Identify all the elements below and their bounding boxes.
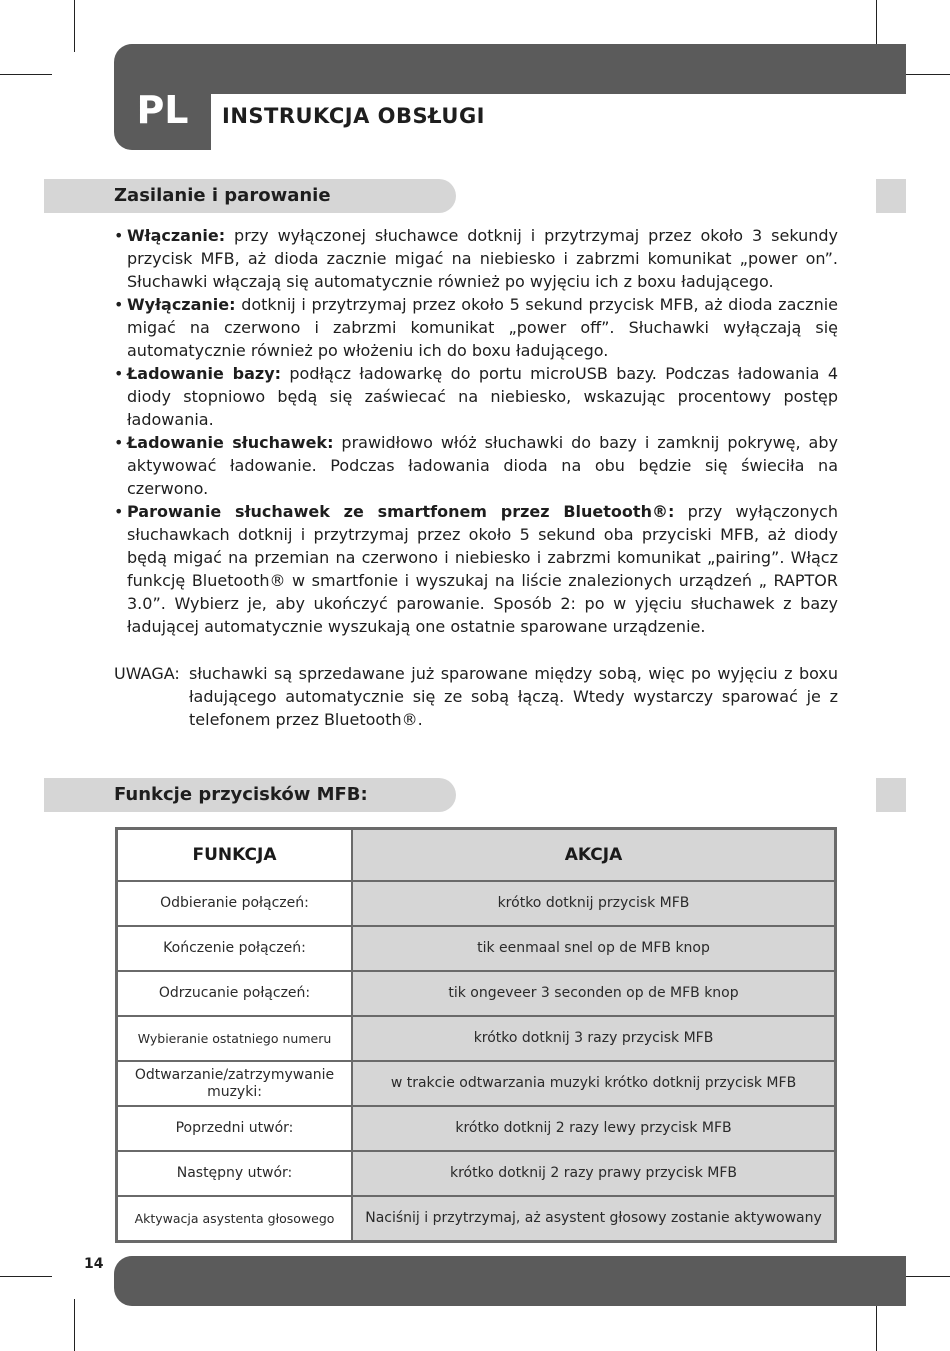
list-item xyxy=(114,224,838,293)
page-number: 14 xyxy=(84,1256,104,1272)
section-heading-label: Funkcje przycisków MFB: xyxy=(114,784,368,805)
instruction-list xyxy=(114,224,838,638)
header-bar xyxy=(114,44,906,94)
action-cell: krótko dotknij 2 razy lewy przycisk MFB xyxy=(352,1106,836,1151)
function-cell: Następny utwór: xyxy=(117,1151,353,1196)
function-cell: Odbieranie połączeń: xyxy=(117,881,353,926)
side-tab xyxy=(876,179,906,213)
bullet-label: Włączanie: xyxy=(127,226,226,245)
column-header-function: FUNKCJA xyxy=(117,829,353,882)
table-row xyxy=(117,1151,836,1196)
function-cell: Odtwarzanie/zatrzymywanie muzyki: xyxy=(117,1061,353,1106)
side-tab xyxy=(876,778,906,812)
function-cell: Kończenie połączeń: xyxy=(117,926,353,971)
table-row xyxy=(117,881,836,926)
bullet-text: przy wyłączonych słuchawkach dotknij i przytrzymaj przez około 5 sekund oba przyciski MFB, aż diody będą migać na przemian na czerwono i niebiesko i zabrzmi komunikat „pairing”. Włącz funkcję Bluetooth® w smartfonie i wyszukaj na liście znalezionych urządzeń „ RAPTOR 3.0”. Wybierz je, aby ukończyć parowanie. Sposób 2: po w yjęciu słuchawek z bazy ładującej automatycznie wyszukają one ostatnie sparowane urządzenie. xyxy=(127,502,838,636)
table-row xyxy=(117,1016,836,1061)
list-item xyxy=(114,362,838,431)
crop-mark xyxy=(0,1276,52,1277)
bullet-text: prawidłowo włóż słuchawki do bazy i zamknij pokrywę, aby aktywować ładowanie. Podczas ładowania dioda na obu będzie się świeciła na czerwono. xyxy=(127,433,838,498)
note-text: słuchawki są sprzedawane już sparowane między sobą, więc po wyjęciu z boxu ładującego automatycznie się ze sobą łączą. Wtedy wystarczy sparować je z telefonem przez Bluetooth®. xyxy=(189,664,838,729)
section-heading-power-pairing xyxy=(44,179,456,213)
table-row xyxy=(117,971,836,1016)
bullet-text: przy wyłączonej słuchawce dotknij i przytrzymaj przez około 3 sekundy przycisk MFB, aż dioda zacznie migać na niebiesko i zabrzmi komunikat „power on”. Słuchawki włączają się automatycznie również po wyjęciu ich z boxu ładującego. xyxy=(127,226,838,291)
function-cell: Aktywacja asystenta głosowego xyxy=(117,1196,353,1242)
section-heading-mfb-functions xyxy=(44,778,456,812)
list-item xyxy=(114,500,838,638)
bullet-text: podłącz ładowarkę do portu microUSB bazy. Podczas ładowania 4 diody stopniowo będą się zaświecać na niebiesko, wskazując procentowy postęp ładowania. xyxy=(127,364,838,429)
action-cell: tik eenmaal snel op de MFB knop xyxy=(352,926,836,971)
table-row xyxy=(117,1196,836,1242)
function-cell: Odrzucanie połączeń: xyxy=(117,971,353,1016)
function-cell: Wybieranie ostatniego numeru xyxy=(117,1016,353,1061)
crop-mark xyxy=(74,0,75,52)
table-row xyxy=(117,926,836,971)
crop-mark xyxy=(0,74,52,75)
function-cell: Poprzedni utwór: xyxy=(117,1106,353,1151)
crop-mark xyxy=(876,1299,877,1351)
bullet-label: Parowanie słuchawek ze smartfonem przez Bluetooth®: xyxy=(127,502,675,521)
action-cell: Naciśnij i przytrzymaj, aż asystent głosowy zostanie aktywowany xyxy=(352,1196,836,1242)
table-header-row xyxy=(117,829,836,882)
language-badge: PL xyxy=(114,70,211,150)
column-header-action: AKCJA xyxy=(352,829,836,882)
list-item xyxy=(114,293,838,362)
action-cell: w trakcie odtwarzania muzyki krótko dotknij przycisk MFB xyxy=(352,1061,836,1106)
page-title: INSTRUKCJA OBSŁUGI xyxy=(222,104,485,128)
action-cell: krótko dotknij 3 razy przycisk MFB xyxy=(352,1016,836,1061)
action-cell: krótko dotknij 2 razy prawy przycisk MFB xyxy=(352,1151,836,1196)
action-cell: krótko dotknij przycisk MFB xyxy=(352,881,836,926)
section-heading-label: Zasilanie i parowanie xyxy=(114,185,331,206)
bullet-label: Ładowanie słuchawek: xyxy=(127,433,334,452)
note-block xyxy=(114,662,838,731)
table-row xyxy=(117,1061,836,1106)
note-label: UWAGA: xyxy=(114,664,180,683)
footer-bar xyxy=(114,1256,906,1306)
mfb-functions-table xyxy=(115,827,837,1243)
bullet-label: Wyłączanie: xyxy=(127,295,236,314)
bullet-label: Ładowanie bazy: xyxy=(127,364,282,383)
list-item xyxy=(114,431,838,500)
crop-mark xyxy=(74,1299,75,1351)
table-row xyxy=(117,1106,836,1151)
bullet-text: dotknij i przytrzymaj przez około 5 sekund przycisk MFB, aż dioda zacznie migać na czerwono i zabrzmi komunikat „power off”. Słuchawki wyłączają się automatycznie również po włożeniu ich do boxu ładującego. xyxy=(127,295,838,360)
action-cell: tik ongeveer 3 seconden op de MFB knop xyxy=(352,971,836,1016)
